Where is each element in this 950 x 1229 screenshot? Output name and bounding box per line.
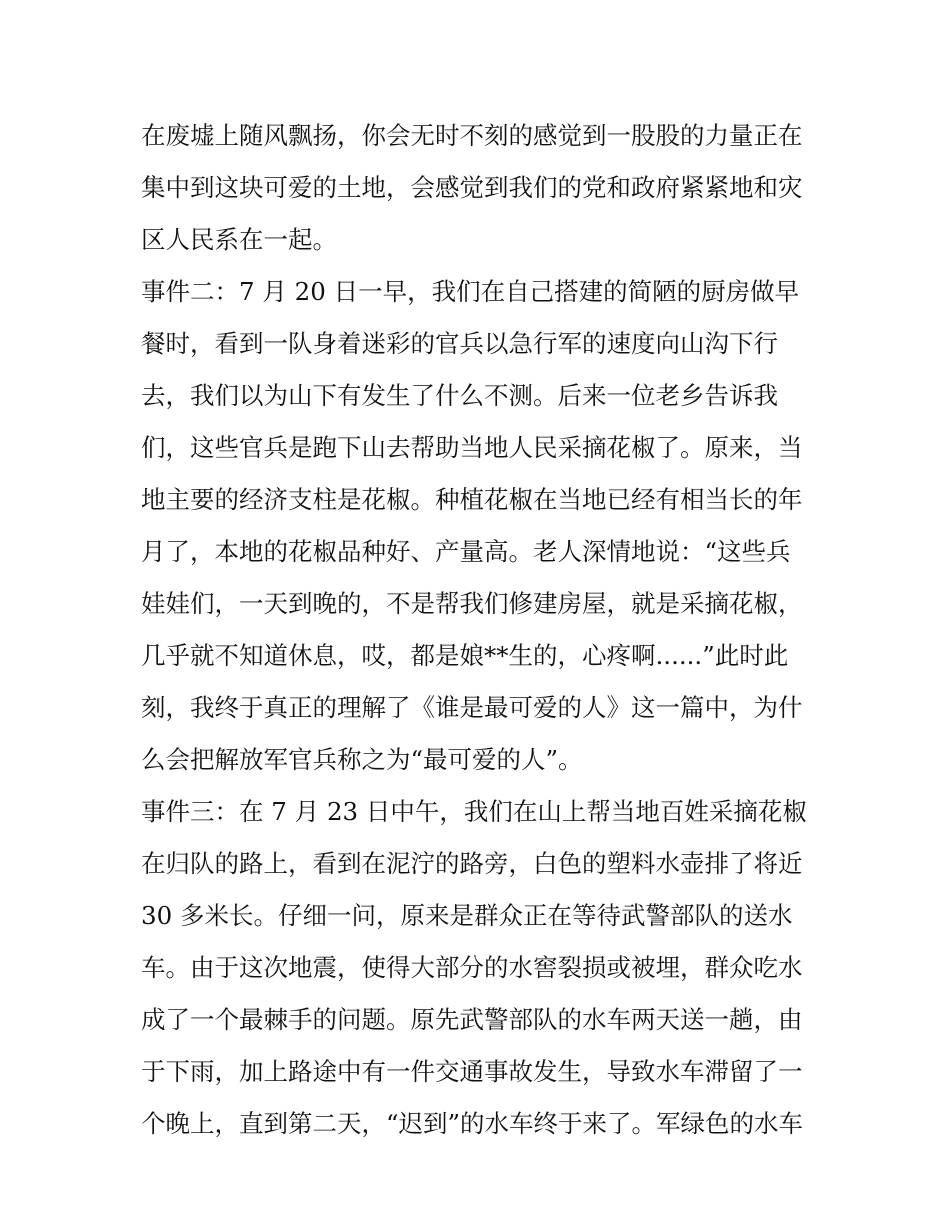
text-line-18: 成了一个最棘手的问题。原先武警部队的水车两天送一趟，由 [141, 1005, 803, 1034]
text-line-17: 车。由于这次地震，使得大部分的水窖裂损或被埋，群众吃水 [141, 953, 803, 982]
text-line-20: 个晚上，直到第二天，“迟到”的水车终于来了。军绿色的水车 [141, 1109, 804, 1138]
text-line-16: 30 多米长。仔细一问，原来是群众正在等待武警部队的送水 [141, 901, 793, 930]
body-text [141, 110, 813, 1150]
text-line-2: 集中到这块可爱的土地，会感觉到我们的党和政府紧紧地和灾 [141, 173, 803, 202]
text-line-6: 去，我们以为山下有发生了什么不测。后来一位老乡告诉我 [141, 381, 778, 410]
text-line-1: 在废墟上随风飘扬，你会无时不刻的感觉到一股股的力量正在 [141, 121, 803, 150]
text-line-14: 事件三：在 7 月 23 日中午，我们在山上帮当地百姓采摘花椒 [141, 797, 807, 826]
text-line-10: 娃娃们，一天到晚的，不是帮我们修建房屋，就是采摘花椒， [141, 589, 803, 618]
text-line-5: 餐时，看到一队身着迷彩的官兵以急行军的速度向山沟下行 [141, 329, 778, 358]
text-line-9: 月了，本地的花椒品种好、产量高。老人深情地说：“这些兵 [141, 537, 791, 566]
text-line-19: 于下雨，加上路途中有一件交通事故发生，导致水车滞留了一 [141, 1057, 803, 1086]
text-line-3: 区人民系在一起。 [141, 225, 337, 254]
text-line-11: 几乎就不知道休息，哎，都是娘**生的，心疼啊......”此时此 [141, 641, 789, 670]
text-line-8: 地主要的经济支柱是花椒。种植花椒在当地已经有相当长的年 [141, 485, 803, 514]
text-line-12: 刻，我终于真正的理解了《谁是最可爱的人》这一篇中，为什 [141, 693, 803, 722]
text-line-15: 在归队的路上，看到在泥泞的路旁，白色的塑料水壶排了将近 [141, 849, 803, 878]
text-line-7: 们，这些官兵是跑下山去帮助当地人民采摘花椒了。原来，当 [141, 433, 803, 462]
text-line-4: 事件二：7 月 20 日一早，我们在自己搭建的简陋的厨房做早 [141, 277, 800, 306]
text-line-13: 么会把解放军官兵称之为“最可爱的人”。 [141, 745, 583, 774]
